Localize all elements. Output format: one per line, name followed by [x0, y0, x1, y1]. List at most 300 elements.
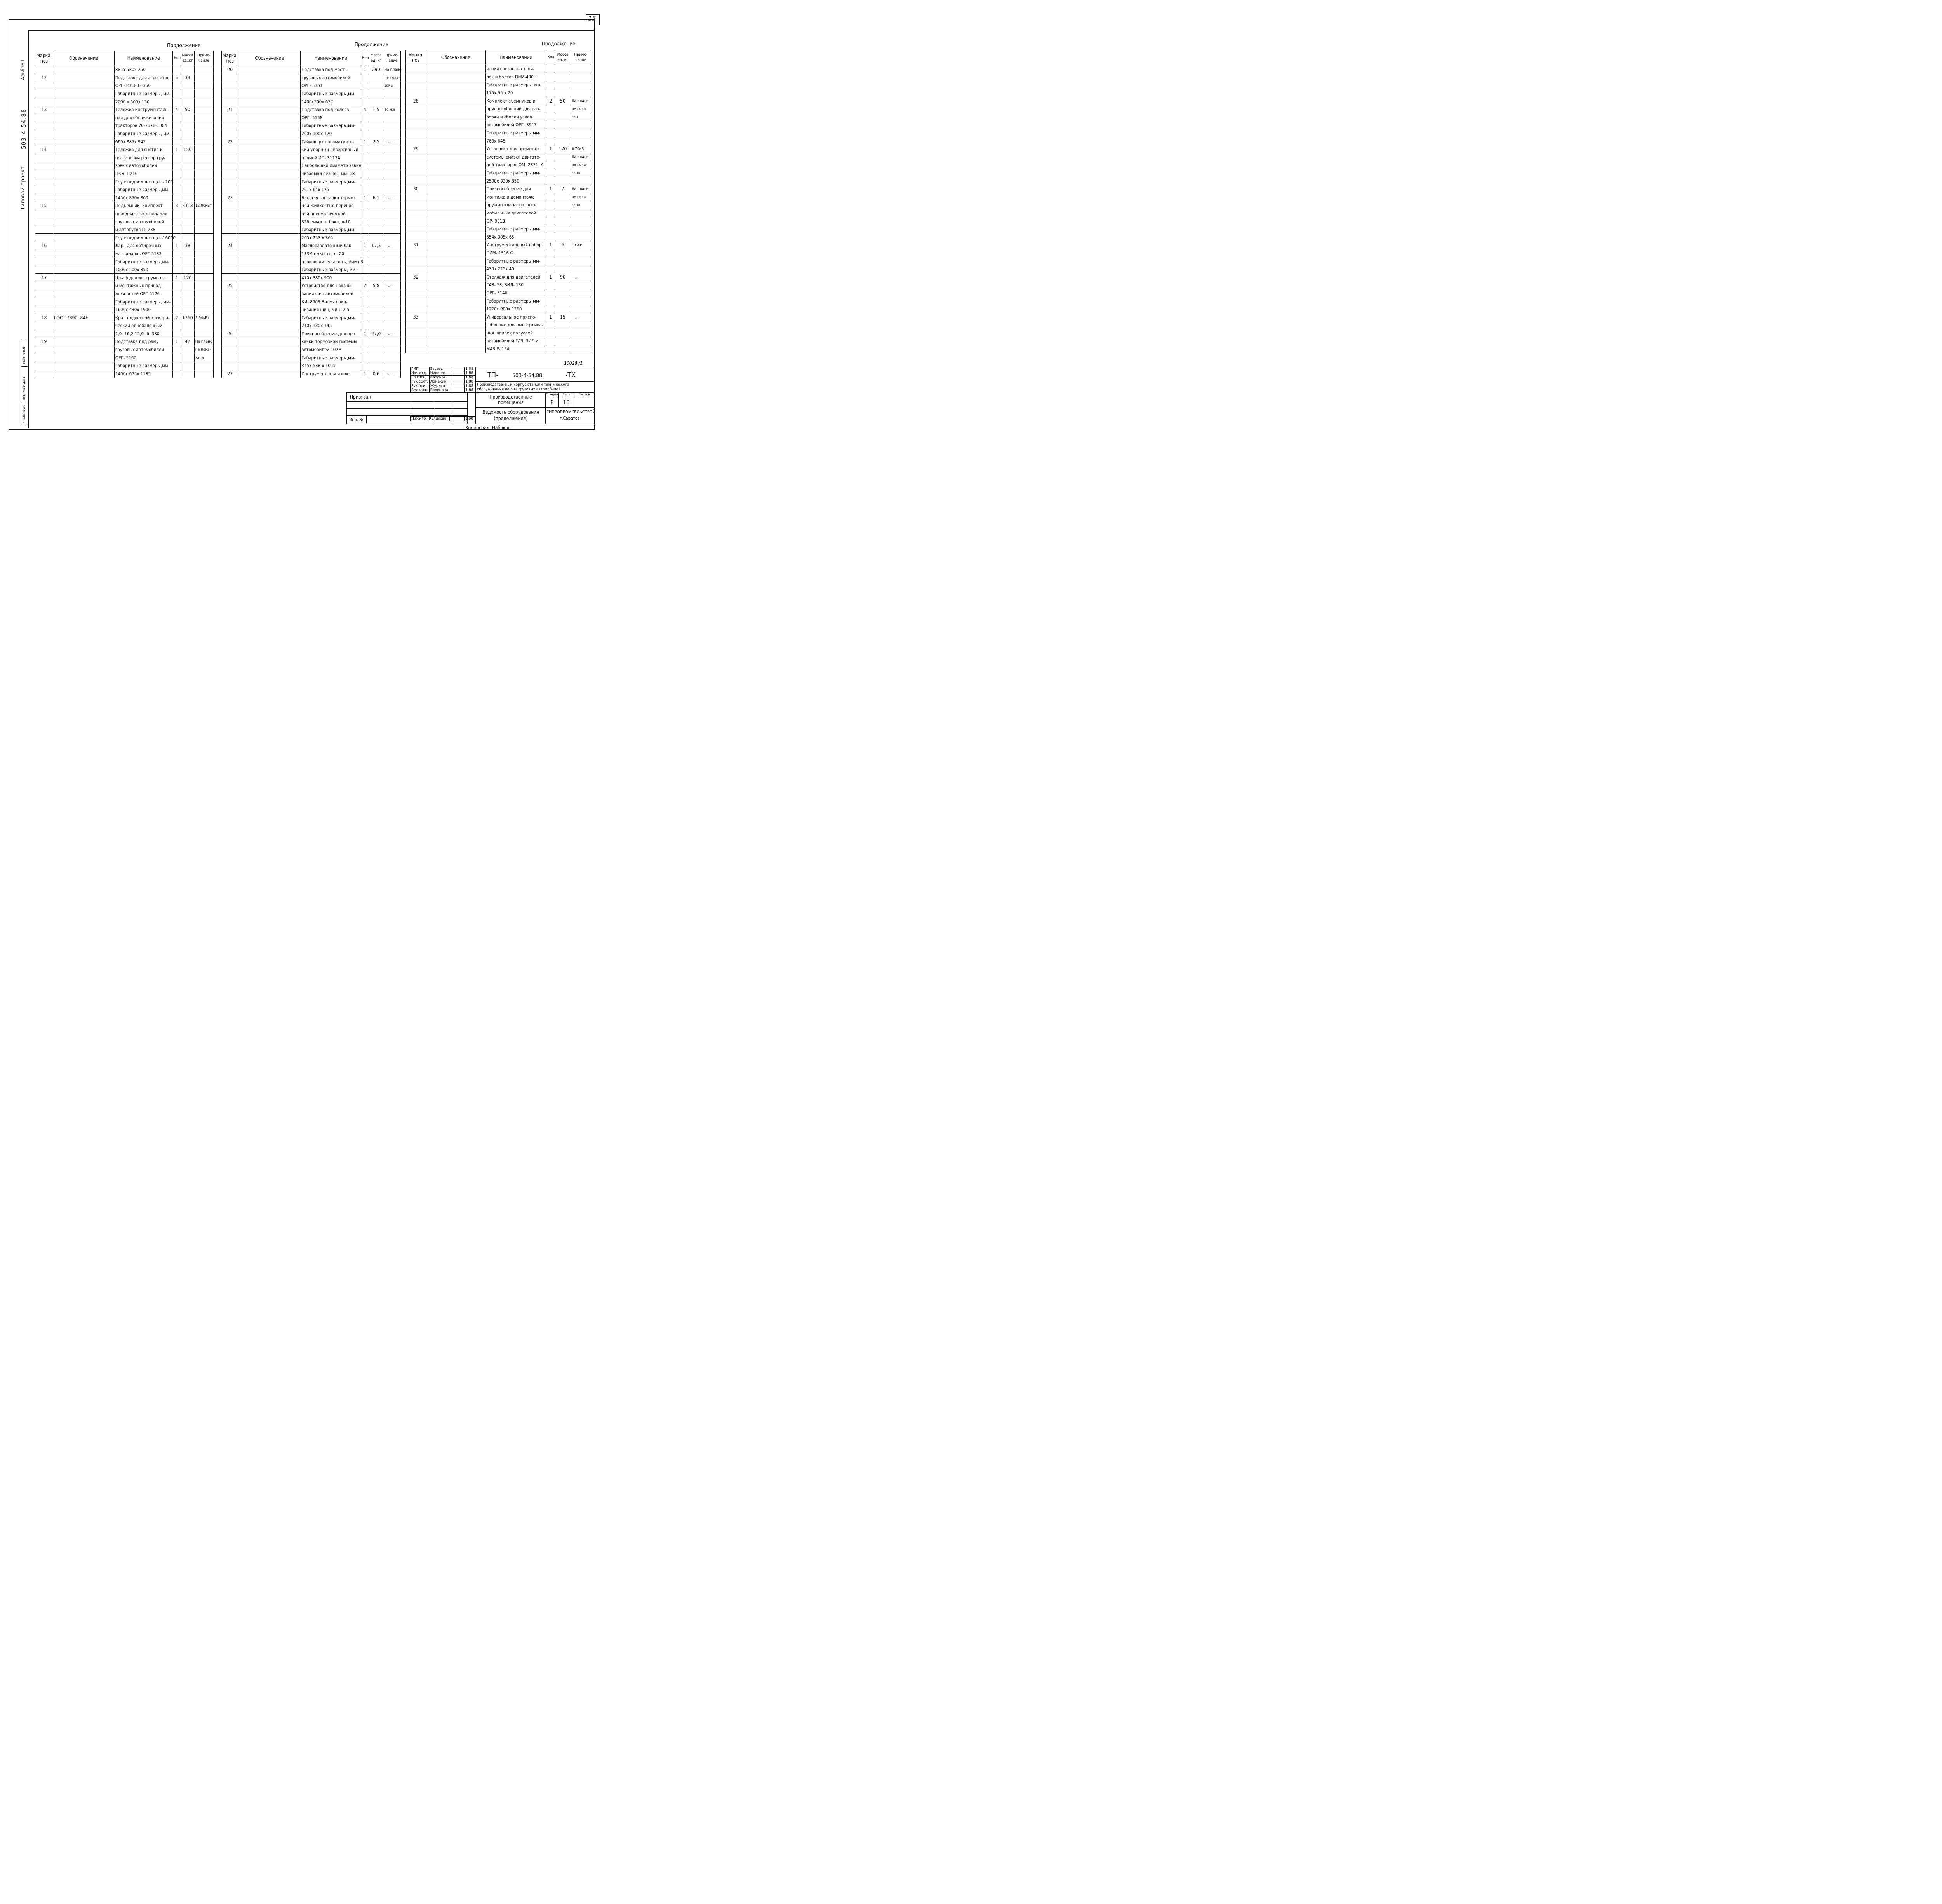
- note-cell: [571, 129, 591, 137]
- name-cell: грузовых автомобилей: [114, 218, 173, 226]
- stamp-signature: [451, 371, 465, 376]
- table-row: [406, 233, 591, 241]
- continuation-label-3: Продолжение: [542, 41, 576, 47]
- mass-cell: [555, 281, 571, 289]
- mark-cell: 18: [35, 314, 53, 322]
- designation-cell: [238, 322, 301, 330]
- mark-cell: [222, 74, 238, 82]
- mark-cell: [222, 186, 238, 194]
- table-row: [406, 177, 591, 185]
- table-row: [406, 81, 591, 89]
- designation-cell: [53, 322, 115, 330]
- name-cell: ная для обслуживания: [114, 114, 173, 122]
- designation-cell: [238, 338, 301, 346]
- designation-cell: [238, 346, 301, 354]
- note-cell: [383, 170, 401, 178]
- mass-cell: [181, 130, 194, 138]
- mark-cell: [35, 266, 53, 274]
- name-cell: Габаритные размеры, мм-: [486, 81, 546, 89]
- qty-cell: [546, 105, 555, 113]
- mark-cell: [406, 249, 426, 257]
- note-cell: [194, 234, 213, 242]
- mark-cell: [222, 354, 238, 362]
- name-cell: лей тракторов ОМ- 2871- А: [486, 161, 546, 169]
- note-cell: [571, 345, 591, 353]
- qty-cell: [173, 370, 181, 378]
- mark-cell: [35, 178, 53, 186]
- table-row: [406, 193, 591, 201]
- name-cell: 1220х 900х 1290: [486, 305, 546, 313]
- name-cell: Габаритные размеры,мм-: [301, 354, 361, 362]
- mass-cell: [555, 265, 571, 273]
- table-row: [35, 138, 214, 146]
- qty-cell: [173, 298, 181, 306]
- name-cell: вания шин автомобилей: [301, 290, 361, 298]
- note-cell: [571, 329, 591, 337]
- table-row: [35, 330, 214, 338]
- note-cell: [571, 233, 591, 241]
- name-cell: автомобилей 107М: [301, 346, 361, 354]
- designation-cell: [426, 233, 486, 241]
- name-cell: 660х 385х 945: [114, 138, 173, 146]
- qty-cell: [546, 321, 555, 329]
- note-cell: [194, 138, 213, 146]
- mass-cell: 38: [181, 242, 194, 250]
- mass-cell: [369, 290, 383, 298]
- qty-cell: [546, 289, 555, 297]
- note-cell: [383, 210, 401, 218]
- stamp-signature: [451, 388, 465, 393]
- table-row: [35, 114, 214, 122]
- table-row: [222, 362, 401, 370]
- mass-cell: [369, 162, 383, 170]
- mass-cell: [181, 178, 194, 186]
- designation-cell: [53, 146, 115, 154]
- designation-cell: [238, 274, 301, 282]
- mark-cell: [35, 250, 53, 258]
- binder-field-signature: Подпись и дата: [22, 377, 26, 400]
- mass-cell: [555, 129, 571, 137]
- mass-cell: [181, 346, 194, 354]
- designation-cell: [238, 138, 301, 146]
- mark-cell: [222, 322, 238, 330]
- note-cell: [194, 74, 213, 82]
- mark-cell: [35, 282, 53, 290]
- note-cell: [571, 89, 591, 97]
- mark-cell: [222, 290, 238, 298]
- table-row: [222, 82, 401, 90]
- binder-field-inv-orig: Инв.№ подл.: [22, 405, 26, 423]
- note-cell: —„—: [383, 370, 401, 378]
- note-cell: [194, 170, 213, 178]
- mark-cell: [406, 337, 426, 345]
- name-cell: борки и сборки узлов: [486, 113, 546, 121]
- mass-cell: 6: [555, 241, 571, 249]
- mark-cell: [222, 154, 238, 162]
- table-row: [35, 170, 214, 178]
- mark-cell: [406, 321, 426, 329]
- note-cell: [194, 226, 213, 234]
- note-cell: [194, 154, 213, 162]
- qty-cell: 4: [173, 106, 181, 114]
- note-cell: [194, 66, 213, 74]
- mass-cell: [369, 154, 383, 162]
- table-row: [406, 297, 591, 305]
- table-row: [406, 209, 591, 217]
- note-cell: [194, 274, 213, 282]
- qty-cell: 1: [361, 370, 369, 378]
- table-row: [35, 202, 214, 210]
- name-cell: Грузоподъемность,кг - 100: [114, 178, 173, 186]
- note-cell: [383, 114, 401, 122]
- note-cell: не пока-: [383, 74, 401, 82]
- note-cell: [383, 362, 401, 370]
- table-row: [406, 321, 591, 329]
- name-cell: Габаритные размеры,мм-: [486, 225, 546, 233]
- qty-cell: 1: [361, 138, 369, 146]
- note-cell: [571, 65, 591, 73]
- name-cell: ческий однобалочный: [114, 322, 173, 330]
- qty-cell: [546, 265, 555, 273]
- name-cell: Габаритные размеры,мм-: [114, 186, 173, 194]
- stamp-role: Н.контр.: [411, 417, 428, 421]
- object-title: Производственный корпус станции технического обслуживания на 600 грузовых автомобилей: [477, 383, 569, 392]
- note-cell: —„—: [383, 330, 401, 338]
- designation-cell: [426, 257, 486, 265]
- qty-cell: [361, 114, 369, 122]
- qty-cell: [361, 322, 369, 330]
- qty-cell: 1: [173, 338, 181, 346]
- qty-cell: [546, 209, 555, 217]
- mark-cell: [35, 362, 53, 370]
- header-designation: Обозначение: [238, 51, 301, 66]
- mass-cell: [555, 217, 571, 225]
- header-note: Приме- чание: [383, 51, 401, 66]
- designation-cell: [53, 298, 115, 306]
- mark-cell: [35, 186, 53, 194]
- designation-cell: [238, 98, 301, 106]
- mark-cell: [35, 130, 53, 138]
- designation-cell: [426, 225, 486, 233]
- designation-cell: [53, 114, 115, 122]
- stamp-date: 1.88: [465, 388, 475, 393]
- qty-cell: [546, 121, 555, 129]
- note-cell: [194, 114, 213, 122]
- qty-cell: [361, 178, 369, 186]
- mass-cell: 0,6: [369, 370, 383, 378]
- name-cell: ОРГ- 5146: [486, 289, 546, 297]
- note-cell: [194, 370, 213, 378]
- mass-cell: [369, 146, 383, 154]
- note-cell: 12,00кВт: [194, 202, 213, 210]
- name-cell: ной жидкостью переноc: [301, 202, 361, 210]
- mark-cell: [222, 346, 238, 354]
- qty-cell: [546, 89, 555, 97]
- qty-cell: [173, 162, 181, 170]
- note-cell: [383, 346, 401, 354]
- mass-cell: [181, 290, 194, 298]
- designation-cell: [426, 89, 486, 97]
- table-row: [35, 274, 214, 282]
- designation-cell: [426, 129, 486, 137]
- note-cell: [383, 122, 401, 130]
- table-row: [406, 345, 591, 353]
- name-cell: 1400х500х 637: [301, 98, 361, 106]
- album-label: Альбом I: [20, 59, 26, 80]
- binding-line-2: [347, 408, 467, 409]
- designation-cell: [53, 194, 115, 202]
- table-row: [222, 138, 401, 146]
- qty-cell: [546, 249, 555, 257]
- name-cell: Ларь для обтирочных: [114, 242, 173, 250]
- note-cell: не пока: [571, 105, 591, 113]
- qty-cell: [173, 66, 181, 74]
- note-cell: [383, 250, 401, 258]
- qty-cell: [546, 153, 555, 161]
- qty-cell: [173, 178, 181, 186]
- note-cell: [383, 266, 401, 274]
- designation-cell: [238, 82, 301, 90]
- mass-cell: [181, 66, 194, 74]
- note-cell: [383, 218, 401, 226]
- designation-cell: [426, 121, 486, 129]
- mass-cell: [181, 234, 194, 242]
- qty-cell: 1: [173, 274, 181, 282]
- qty-cell: 1: [361, 194, 369, 202]
- table-row: [35, 266, 214, 274]
- name-cell: Габаритные размеры,мм-: [114, 258, 173, 266]
- note-cell: [383, 90, 401, 98]
- qty-cell: [173, 218, 181, 226]
- mass-cell: [369, 266, 383, 274]
- mark-cell: [406, 225, 426, 233]
- stage-label: Стадия: [546, 393, 558, 397]
- designation-cell: [238, 146, 301, 154]
- mark-cell: [406, 89, 426, 97]
- mass-cell: [369, 274, 383, 282]
- mark-cell: [222, 130, 238, 138]
- stamp-row: [411, 380, 475, 384]
- table-row: [35, 314, 214, 322]
- qty-cell: [546, 193, 555, 201]
- mass-cell: [181, 138, 194, 146]
- name-cell: кий ударный реверсивный: [301, 146, 361, 154]
- mark-cell: [406, 121, 426, 129]
- name-cell: ОРГ- 5158: [301, 114, 361, 122]
- table-row: [222, 266, 401, 274]
- mark-cell: [35, 122, 53, 130]
- designation-cell: [426, 329, 486, 337]
- name-cell: 1000х 500х 850: [114, 266, 173, 274]
- name-cell: Тележка для снятия и: [114, 146, 173, 154]
- qty-cell: [546, 81, 555, 89]
- table-row: [35, 146, 214, 154]
- name-cell: ЦКБ- П216: [114, 170, 173, 178]
- name-cell: 261х 64х 175: [301, 186, 361, 194]
- name-cell: Габаритные размеры, мм-: [114, 130, 173, 138]
- note-cell: [194, 194, 213, 202]
- mark-cell: [35, 298, 53, 306]
- mark-cell: [406, 193, 426, 201]
- note-cell: —„—: [571, 313, 591, 321]
- name-cell: 2500х 830х 850: [486, 177, 546, 185]
- qty-cell: [546, 113, 555, 121]
- mass-cell: [369, 178, 383, 186]
- name-cell: Габаритные размеры,мм-: [301, 178, 361, 186]
- designation-cell: [53, 202, 115, 210]
- section-title: Производственные помещения: [489, 394, 532, 405]
- table-row: [406, 121, 591, 129]
- note-cell: На плане: [571, 97, 591, 105]
- mass-cell: 6,1: [369, 194, 383, 202]
- mass-cell: [555, 105, 571, 113]
- qty-cell: 1: [546, 313, 555, 321]
- mark-cell: [35, 66, 53, 74]
- name-cell: Подставка для агрегатов: [114, 74, 173, 82]
- qty-cell: [173, 362, 181, 370]
- name-cell: 200х 100х 120: [301, 130, 361, 138]
- name-cell: Установка для промывки: [486, 145, 546, 153]
- designation-cell: [53, 346, 115, 354]
- stamp-date: 1.88: [465, 384, 475, 388]
- mass-cell: [555, 137, 571, 145]
- mass-cell: [369, 362, 383, 370]
- table-row: [222, 186, 401, 194]
- stamp-row: [411, 384, 475, 388]
- mass-cell: [181, 250, 194, 258]
- table-row: [222, 146, 401, 154]
- mass-cell: [369, 346, 383, 354]
- mark-cell: 24: [222, 242, 238, 250]
- qty-cell: 1: [173, 242, 181, 250]
- mark-cell: 20: [222, 66, 238, 74]
- header-qty: Кол.: [173, 51, 181, 66]
- qty-cell: [361, 98, 369, 106]
- designation-cell: [426, 265, 486, 273]
- table-row: [406, 217, 591, 225]
- name-cell: 2000 х 500х 150: [114, 98, 173, 106]
- mark-cell: [35, 306, 53, 314]
- equipment-table-1: [35, 51, 214, 378]
- mass-cell: [181, 98, 194, 106]
- mass-cell: 1,5: [369, 106, 383, 114]
- qty-cell: 1: [361, 242, 369, 250]
- note-cell: —„—: [383, 138, 401, 146]
- table-row: [222, 170, 401, 178]
- designation-cell: [238, 154, 301, 162]
- note-cell: [194, 242, 213, 250]
- table-row: [406, 153, 591, 161]
- table-row: [406, 161, 591, 169]
- note-cell: [571, 73, 591, 81]
- mark-cell: [222, 306, 238, 314]
- name-cell: 133М емкость, л- 20: [301, 250, 361, 258]
- header-designation: Обозначение: [426, 50, 486, 65]
- qty-cell: [546, 129, 555, 137]
- mass-cell: [369, 354, 383, 362]
- note-cell: [571, 137, 591, 145]
- name-cell: 345х 538 х 1055: [301, 362, 361, 370]
- stamp-person: Журкин: [429, 384, 451, 388]
- header-mass: Масса ед.,кг: [555, 50, 571, 65]
- name-cell: Габаритные размеры, мм-: [114, 90, 173, 98]
- qty-cell: [173, 290, 181, 298]
- header-qty: Кол.: [546, 50, 555, 65]
- qty-cell: [361, 186, 369, 194]
- designation-cell: [238, 226, 301, 234]
- designation-cell: [53, 290, 115, 298]
- mark-cell: [35, 138, 53, 146]
- name-cell: Подставка под мосты: [301, 66, 361, 74]
- mark-cell: [222, 266, 238, 274]
- qty-cell: [546, 177, 555, 185]
- note-cell: [194, 306, 213, 314]
- qty-cell: 2: [361, 282, 369, 290]
- table-row: [35, 186, 214, 194]
- table-row: [222, 242, 401, 250]
- name-cell: системы смазки двигате-: [486, 153, 546, 161]
- mark-cell: 21: [222, 106, 238, 114]
- binding-line-1: [347, 401, 467, 402]
- table-row: [406, 73, 591, 81]
- note-cell: То же: [383, 106, 401, 114]
- mark-cell: [406, 289, 426, 297]
- qty-cell: [546, 257, 555, 265]
- mark-cell: [222, 178, 238, 186]
- mark-cell: 16: [35, 242, 53, 250]
- designation-cell: [238, 202, 301, 210]
- mark-cell: 22: [222, 138, 238, 146]
- table-row: [35, 226, 214, 234]
- designation-cell: [426, 313, 486, 321]
- name-cell: Габаритные размеры,мм-: [301, 314, 361, 322]
- qty-cell: [361, 346, 369, 354]
- name-cell: Габаритные размеры,мм-: [486, 169, 546, 177]
- stage-header-row: [546, 393, 594, 397]
- stamp-person: Куликова: [428, 417, 450, 421]
- designation-cell: [426, 177, 486, 185]
- stamp-person: Воронина: [429, 388, 451, 393]
- stamp-role: Рук.бриг.: [411, 384, 430, 388]
- mark-cell: [35, 98, 53, 106]
- project-code-label: 503-4-54.88: [20, 108, 27, 149]
- qty-cell: 2: [173, 314, 181, 322]
- name-cell: мобильных двигателей: [486, 209, 546, 217]
- note-cell: [194, 210, 213, 218]
- name-cell: передвижных стоек для: [114, 210, 173, 218]
- mass-cell: [555, 297, 571, 305]
- name-cell: Габаритные размеры,мм-: [301, 226, 361, 234]
- name-cell: 326 емкость бака, л-10: [301, 218, 361, 226]
- name-cell: ОРГ- 5160: [114, 354, 173, 362]
- sheet-corner-number: 15: [588, 15, 596, 23]
- mark-cell: [406, 257, 426, 265]
- designation-cell: [238, 234, 301, 242]
- name-cell: Инструмент для извле: [301, 370, 361, 378]
- designation-cell: [238, 218, 301, 226]
- designation-cell: [238, 306, 301, 314]
- designation-cell: [53, 250, 115, 258]
- stamp-person: Кабанов: [429, 376, 451, 380]
- stage-sheet-box: [545, 392, 594, 408]
- name-cell: Инструментальный набор: [486, 241, 546, 249]
- name-cell: приспособлений для раз-: [486, 105, 546, 113]
- table-row: [35, 322, 214, 330]
- table-row: [406, 169, 591, 177]
- section-title-box: [475, 392, 546, 408]
- mass-cell: [181, 154, 194, 162]
- qty-cell: [546, 65, 555, 73]
